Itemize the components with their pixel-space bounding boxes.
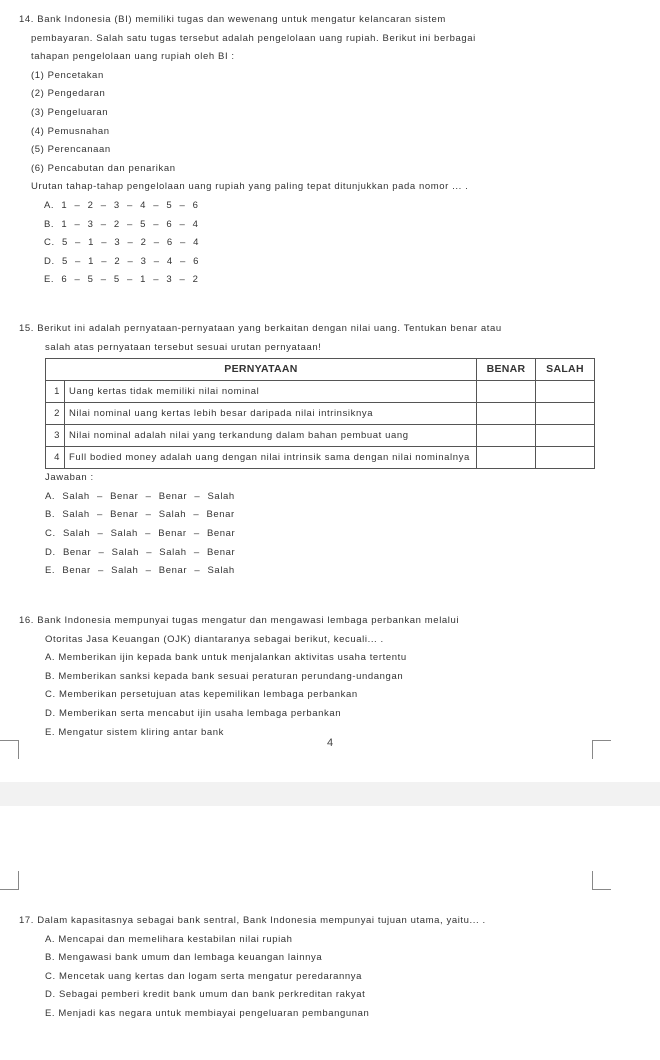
question-14 [19, 11, 597, 290]
q16-stem-line-1 [19, 612, 597, 631]
q14-step: (5) Perencanaan [31, 144, 111, 156]
q16-stem-line-2: Otoritas Jasa Keuangan (OJK) diantaranya sebagai berikut, kecuali... . [45, 633, 384, 645]
q14-option-c: C. 5 – 1 – 3 – 2 – 6 – 4 [44, 237, 200, 249]
q16-number: 16. [19, 615, 35, 626]
q14-option-e: E. 6 – 5 – 5 – 1 – 3 – 2 [44, 274, 199, 286]
table-row [46, 403, 595, 425]
row-statement: Uang kertas tidak memiliki nilai nominal [65, 381, 477, 403]
q16-stem-1: Bank Indonesia mempunyai tugas mengatur dan mengawasi lembaga perbankan melalui [37, 615, 460, 626]
q15-option-e: E. Benar – Salah – Benar – Salah [45, 565, 235, 577]
table-header-row [46, 359, 595, 381]
table-row [46, 447, 595, 469]
q15-stem-1: Berikut ini adalah pernyataan-pernyataan yang berkaitan dengan nilai uang. Tentukan benar atau [37, 323, 502, 334]
q14-step: (6) Pencabutan dan penarikan [31, 162, 176, 174]
row-number: 3 [46, 425, 65, 447]
q14-option-b: B. 1 – 3 – 2 – 5 – 6 – 4 [44, 218, 199, 230]
true-cell[interactable] [477, 381, 536, 403]
true-cell[interactable] [477, 425, 536, 447]
q14-step: (2) Pengedaran [31, 88, 106, 100]
true-cell[interactable] [477, 447, 536, 469]
q15-stem-line-1 [19, 320, 597, 339]
q16-option-d: D. Memberikan serta mencabut ijin usaha lembaga perbankan [45, 707, 342, 719]
q14-stem-line-3: tahapan pengelolaan uang rupiah oleh BI : [31, 51, 235, 63]
crop-mark [0, 871, 19, 890]
row-statement: Nilai nominal uang kertas lebih besar daripada nilai intrinsiknya [65, 403, 477, 425]
q17-option-e: E. Menjadi kas negara untuk membiayai pengeluaran pembangunan [45, 1007, 370, 1019]
row-number: 4 [46, 447, 65, 469]
true-cell[interactable] [477, 403, 536, 425]
page-number: 4 [326, 737, 334, 749]
row-statement: Full bodied money adalah uang dengan nilai intrinsik sama dengan nilai nominalnya [65, 447, 477, 469]
header-true: BENAR [477, 359, 536, 381]
q14-option-d: D. 5 – 1 – 2 – 3 – 4 – 6 [44, 255, 200, 267]
q15-number: 15. [19, 323, 35, 334]
false-cell[interactable] [536, 425, 595, 447]
false-cell[interactable] [536, 447, 595, 469]
q15-answer-label: Jawaban : [45, 472, 94, 484]
false-cell[interactable] [536, 381, 595, 403]
q15-stem-line-2: salah atas pernyataan tersebut sesuai urutan pernyataan! [45, 341, 322, 353]
crop-mark [592, 871, 611, 890]
q17-stem-line [19, 912, 597, 931]
header-statement: PERNYATAAN [46, 359, 477, 381]
q17-option-d: D. Sebagai pemberi kredit bank umum dan bank perkreditan rakyat [45, 989, 366, 1001]
q17-option-c: C. Mencetak uang kertas dan logam serta mengatur peredarannya [45, 970, 363, 982]
page-gap [0, 782, 660, 806]
row-statement: Nilai nominal adalah nilai yang terkandung dalam bahan pembuat uang [65, 425, 477, 447]
header-false: SALAH [536, 359, 595, 381]
q15-option-c: C. Salah – Salah – Benar – Benar [45, 527, 236, 539]
table-row [46, 381, 595, 403]
statement-table [45, 358, 595, 469]
question-17 [19, 912, 597, 1024]
q14-step: (1) Pencetakan [31, 69, 104, 81]
q17-number: 17. [19, 915, 35, 926]
q15-option-a: A. Salah – Benar – Benar – Salah [45, 490, 235, 502]
question-16 [19, 612, 597, 742]
table-row [46, 425, 595, 447]
q14-step: (4) Pemusnahan [31, 125, 110, 137]
q17-option-b: B. Mengawasi bank umum dan lembaga keuangan lainnya [45, 952, 323, 964]
q14-stem-line-2: pembayaran. Salah satu tugas tersebut adalah pengelolaan uang rupiah. Berikut ini berbagai [31, 32, 476, 44]
row-number: 2 [46, 403, 65, 425]
row-number: 1 [46, 381, 65, 403]
q17-option-a: A. Mencapai dan memelihara kestabilan nilai rupiah [45, 933, 293, 945]
q14-stem-line-1 [19, 11, 597, 30]
q14-number: 14. [19, 14, 35, 25]
q16-option-a: A. Memberikan ijin kepada bank untuk menjalankan aktivitas usaha tertentu [45, 652, 407, 664]
q15-option-d: D. Benar – Salah – Salah – Benar [45, 546, 236, 558]
q17-stem: Dalam kapasitasnya sebagai bank sentral, Bank Indonesia mempunyai tujuan utama, yaitu... . [37, 915, 486, 926]
false-cell[interactable] [536, 403, 595, 425]
q14-step: (3) Pengeluaran [31, 106, 109, 118]
q14-stem-1: Bank Indonesia (BI) memiliki tugas dan wewenang untuk mengatur kelancaran sistem [37, 14, 446, 25]
q14-option-a: A. 1 – 2 – 3 – 4 – 5 – 6 [44, 199, 199, 211]
q16-option-b: B. Memberikan sanksi kepada bank sesuai peraturan perundang-undangan [45, 670, 404, 682]
q16-option-c: C. Memberikan persetujuan atas kepemilikan lembaga perbankan [45, 689, 358, 701]
q14-prompt: Urutan tahap-tahap pengelolaan uang rupiah yang paling tepat ditunjukkan pada nomor ... . [31, 181, 469, 193]
question-15 [19, 320, 597, 581]
page-5 [0, 806, 660, 1060]
q16-option-e: E. Mengatur sistem kliring antar bank [45, 726, 225, 738]
q15-option-b: B. Salah – Benar – Salah – Benar [45, 509, 235, 521]
